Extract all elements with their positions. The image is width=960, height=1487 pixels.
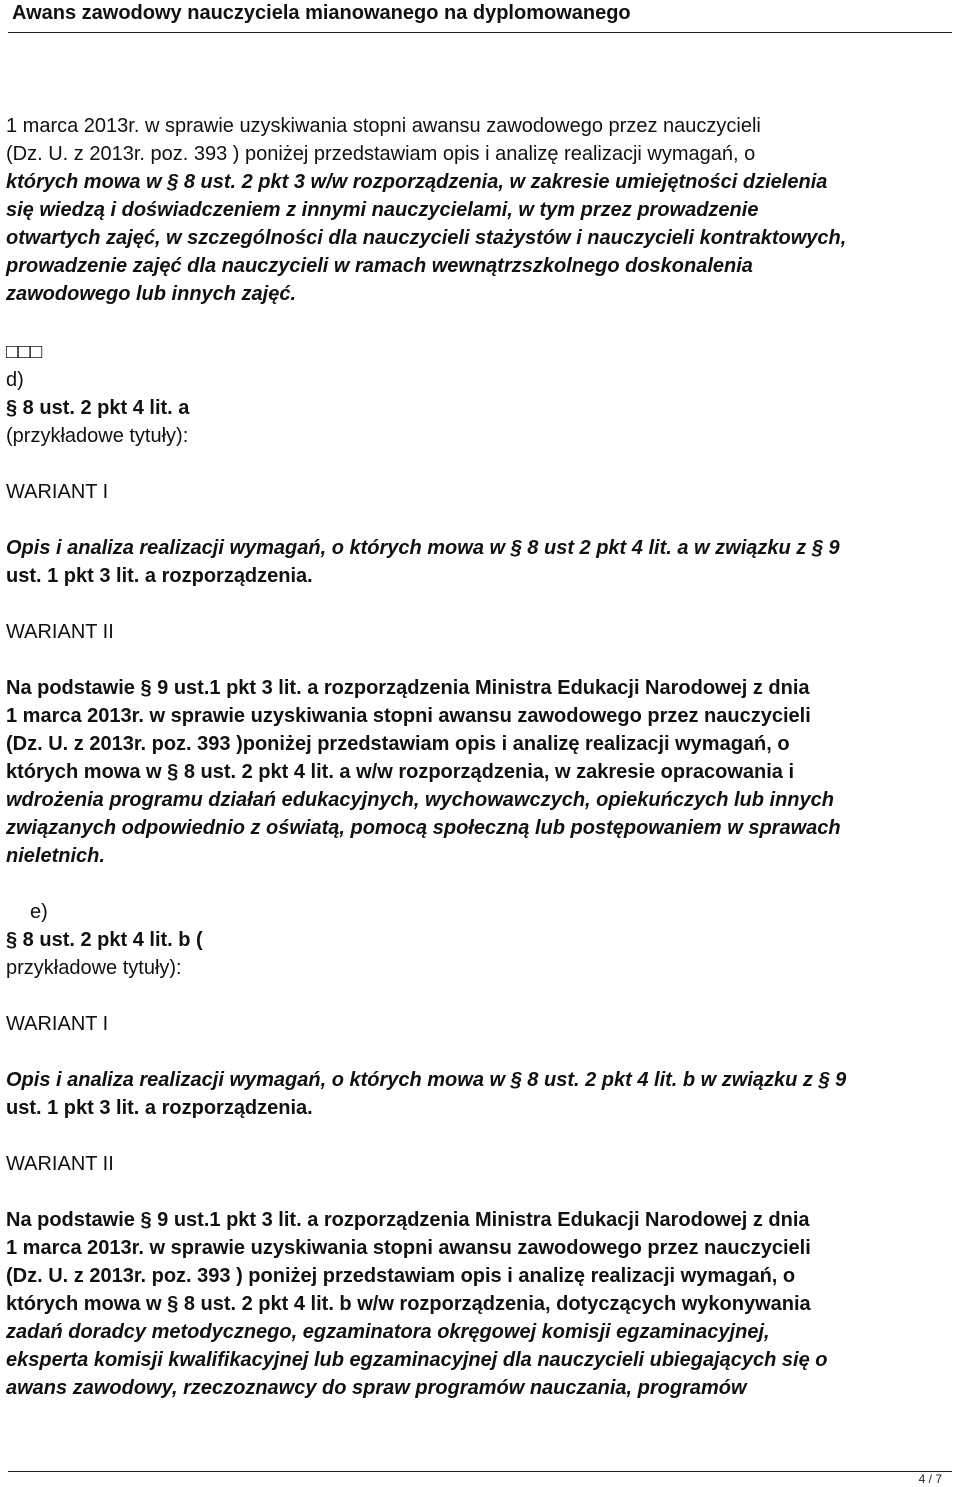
text-line: Opis i analiza realizacji wymagań, o których mowa w § 8 ust 2 pkt 4 lit. a w związku z § 9 [6,537,840,559]
text-line: (Dz. U. z 2013r. poz. 393 )poniżej przedstawiam opis i analizę realizacji wymagań, o [6,733,790,755]
text-line: zawodowego lub innych zajęć. [6,283,297,305]
section-subtitle: (przykładowe tytuły): [6,425,189,447]
text-line: otwartych zajęć, w szczególności dla nauczycieli stażystów i nauczycieli kontraktowych, [6,227,847,249]
text-line: 1 marca 2013r. w sprawie uzyskiwania stopni awansu zawodowego przez nauczycieli [6,1237,811,1259]
text-line: wdrożenia programu działań edukacyjnych, wychowawczych, opiekuńczych lub innych [6,789,834,811]
text-line: prowadzenie zajęć dla nauczycieli w ramach wewnątrzszkolnego doskonalenia [6,255,753,277]
section-heading: § 8 ust. 2 pkt 4 lit. b ( [6,929,203,951]
text-line: nieletnich. [6,845,105,867]
glyph-placeholder: □□□ [6,341,43,363]
text-line: zadań doradcy metodycznego, egzaminatora okręgowej komisji egzaminacyjnej, [6,1321,770,1343]
text-line: (Dz. U. z 2013r. poz. 393 ) poniżej przedstawiam opis i analizę realizacji wymagań, o [6,143,756,165]
text-line: ust. 1 pkt 3 lit. a rozporządzenia. [6,1097,313,1119]
text-line: (Dz. U. z 2013r. poz. 393 ) poniżej przedstawiam opis i analizę realizacji wymagań, o [6,1265,796,1287]
text-line: Na podstawie § 9 ust.1 pkt 3 lit. a rozporządzenia Ministra Edukacji Narodowej z dnia [6,1209,810,1231]
section-heading: § 8 ust. 2 pkt 4 lit. a [6,397,190,419]
text-line: których mowa w § 8 ust. 2 pkt 3 w/w rozporządzenia, w zakresie umiejętności dzielenia [6,171,828,193]
text-line: 1 marca 2013r. w sprawie uzyskiwania stopni awansu zawodowego przez nauczycieli [6,115,761,137]
variant-label: WARIANT I [6,1013,109,1035]
text-line: Na podstawie § 9 ust.1 pkt 3 lit. a rozporządzenia Ministra Edukacji Narodowej z dnia [6,677,810,699]
footer-divider [8,1471,952,1472]
text-line: których mowa w § 8 ust. 2 pkt 4 lit. a w/w rozporządzenia, w zakresie opracowania i [6,761,795,783]
text-line: związanych odpowiednio z oświatą, pomocą społeczną lub postępowaniem w sprawach [6,817,841,839]
text-line: eksperta komisji kwalifikacyjnej lub egzaminacyjnej dla nauczycieli ubiegających się o [6,1349,828,1371]
text-line: awans zawodowy, rzeczoznawcy do spraw programów nauczania, programów [6,1377,747,1399]
document-title: Awans zawodowy nauczyciela mianowanego na dyplomowanego [12,2,631,24]
text-line: Opis i analiza realizacji wymagań, o których mowa w § 8 ust. 2 pkt 4 lit. b w związku z § 9 [6,1069,847,1091]
section-marker-e: e) [30,901,48,923]
page-number: 4 / 7 [918,1472,942,1486]
text-line: ust. 1 pkt 3 lit. a rozporządzenia. [6,565,313,587]
page-header [0,0,960,36]
header-divider [8,32,952,33]
variant-label: WARIANT II [6,1153,114,1175]
variant-label: WARIANT I [6,481,109,503]
text-line: których mowa w § 8 ust. 2 pkt 4 lit. b w/w rozporządzenia, dotyczących wykonywania [6,1293,811,1315]
text-line: się wiedzą i doświadczeniem z innymi nauczycielami, w tym przez prowadzenie [6,199,759,221]
section-marker-d: d) [6,369,24,391]
variant-label: WARIANT II [6,621,114,643]
text-line: 1 marca 2013r. w sprawie uzyskiwania stopni awansu zawodowego przez nauczycieli [6,705,811,727]
section-subtitle: przykładowe tytuły): [6,957,182,979]
